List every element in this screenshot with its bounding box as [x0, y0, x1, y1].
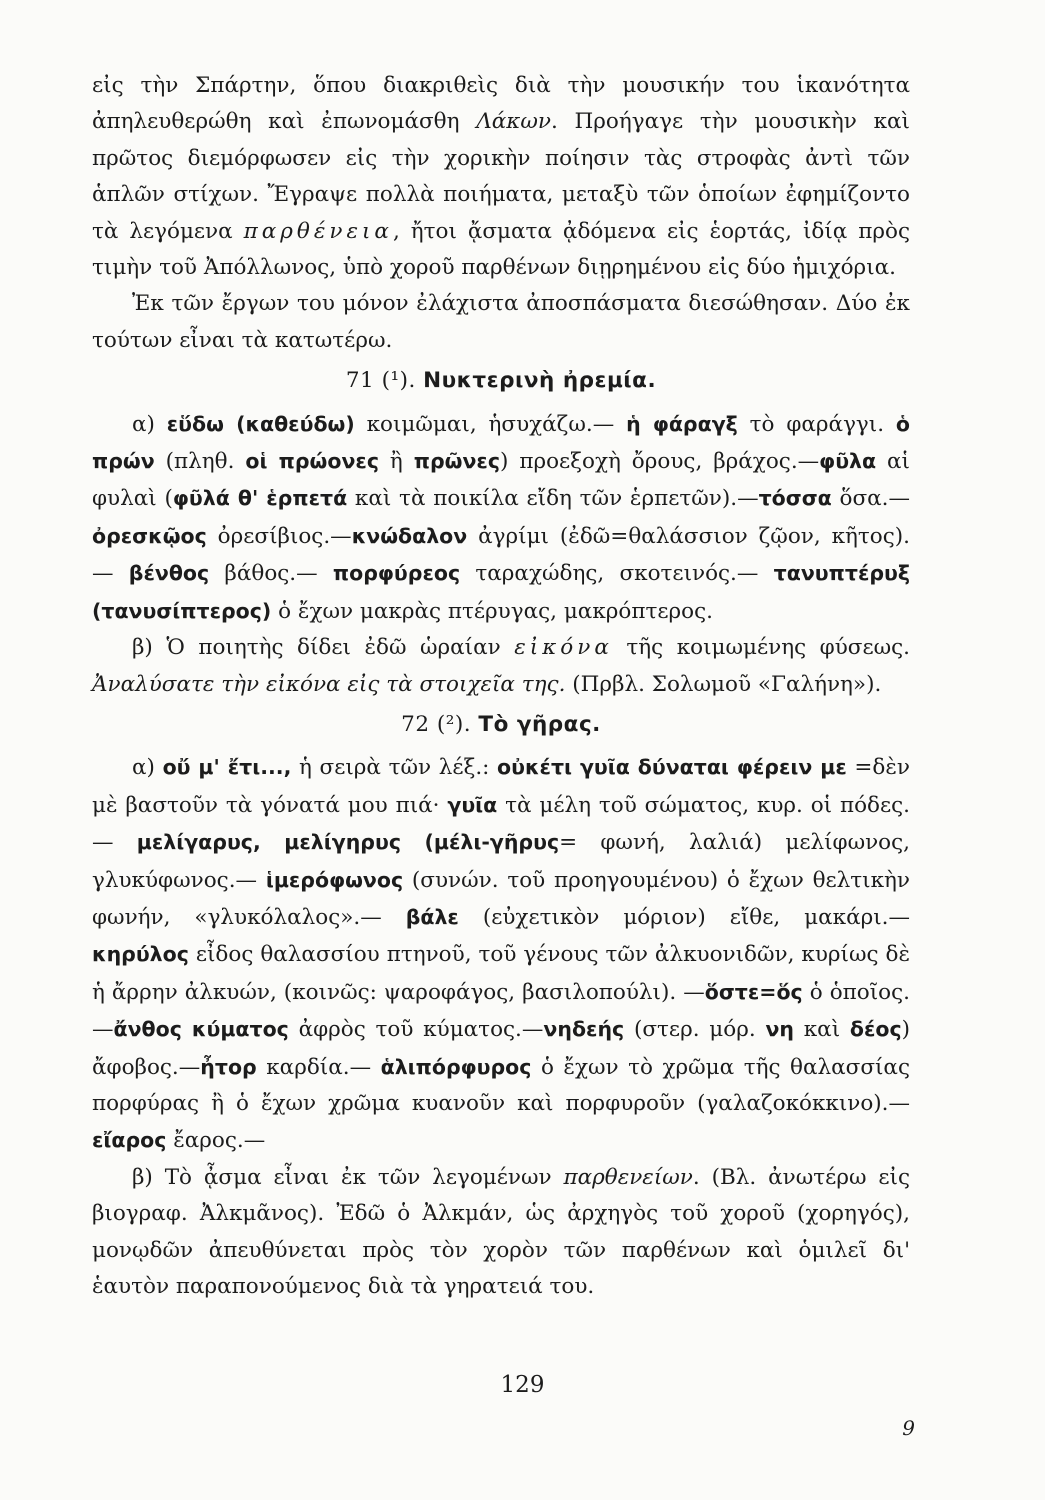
glossary-text: α) [132, 411, 167, 437]
section-title: Νυκτερινὴ ἠρεμία. [423, 368, 657, 394]
glossary-term: βένθος [128, 561, 210, 586]
paragraph-intro [92, 68, 910, 286]
glossary-text: (πληθ. [154, 449, 246, 475]
paragraph-fragments: Ἐκ τῶν ἔργων του μόνον ἐλάχιστα ἀποσπάσματα διεσώθησαν. Δύο ἐκ τούτων εἶναι τὰ κατωτέρω. [92, 291, 910, 353]
note-71-beta [92, 630, 910, 703]
glossary-term: ὅστε=ὅς [704, 979, 803, 1004]
spaced-word: εἰκόνα [514, 635, 613, 661]
glossary-term: ἡ φάραγξ [626, 411, 738, 436]
glossary-term: οἱ πρώονες [245, 449, 379, 474]
glossary-term: ὀρεσκῷος [92, 523, 207, 548]
glossary-text: ὁ ὁποῖος.— [92, 979, 910, 1043]
italic-word: Λάκων [476, 109, 551, 135]
page-body [92, 68, 910, 1305]
glossary-text: καὶ τὰ ποικίλα εἴδη τῶν ἑρπετῶν).— [347, 486, 759, 512]
glossary-text: (συνών. τοῦ προηγουμένου) ὁ ἔχων θελτικὴν φωνήν, «γλυκόλαλος».— [92, 867, 910, 930]
note-72-beta [92, 1160, 910, 1306]
glossary-text: ὀρεσίβιος.— [206, 523, 352, 549]
glossary-term: γυῖα [447, 792, 498, 817]
glossary-text: τὰ μέλη τοῦ σώματος, κυρ. οἱ πόδες.— [92, 792, 910, 856]
glossary-text: εἶδος θαλασσίου πτηνοῦ, τοῦ γένους τῶν ἀλκυονιδῶν, κυρίως δὲ ἡ ἄρρην ἀλκυών, (κοινῶς: ψαροφάγος, βασιλοπούλι). — [92, 942, 910, 1005]
glossary-term: φῦλα [819, 449, 877, 474]
glossary-term: πορφύρεος [332, 561, 461, 586]
glossary-term: τανυπτέρυξ (τανυσίπτερος) [92, 561, 910, 623]
glossary-text: = φωνή, λαλιά) μελίφωνος, γλυκύφωνος.— [92, 830, 910, 893]
text-run: εἰς τὴν Σπάρτην, ὅπου διακριθεὶς διὰ τὴν μουσικήν του ἱκανότητα ἀπηλευθερώθη καὶ ἐπωνομάσθη [92, 73, 910, 135]
glossary-text: ) ἄφοβος.— [92, 1017, 911, 1080]
glossary-term: εὕδω (καθεύδω) [166, 411, 355, 436]
glossary-text: ἀφρὸς τοῦ κύματος.— [288, 1017, 544, 1043]
text-run: . Προήγαγε τὴν μουσικὴν καὶ πρῶτος διεμόρφωσεν εἰς τὴν χορικὴν ποίησιν τὰς στροφὰς ἀντὶ τῶν ἁπλῶν στίχων. Ἔγραψε πολλὰ ποιήματα, μεταξὺ τῶν ὁποίων ἐφημίζοντο τὰ λεγόμενα [92, 109, 910, 244]
glossary-term: νηδεής [543, 1017, 625, 1042]
glossary-text: ταραχώδης, σκοτεινός.— [460, 561, 774, 587]
glossary-term: τόσσα [758, 486, 832, 511]
glossary-term: νη [765, 1017, 794, 1042]
glossary-text: κοιμῶμαι, ἡσυχάζω.— [354, 411, 627, 437]
glossary-text: τὸ φαράγγι. [737, 411, 896, 437]
glossary-text: καρδία.— [256, 1054, 381, 1080]
glossary-term: μελίγαρυς, μελίγηρυς (μέλι-γῆρυς [136, 830, 560, 855]
glossary-text: ) προεξοχὴ ὄρους, βράχος.— [500, 449, 820, 475]
section-heading-71 [92, 363, 910, 399]
italic-word: παρθενείων [563, 1164, 693, 1190]
glossary-text: (στερ. μόρ. [624, 1017, 766, 1043]
glossary-term: δέος [849, 1017, 902, 1042]
glossary-72 [92, 749, 910, 1159]
spaced-word: παρθένεια [243, 218, 393, 244]
glossary-text: (εὐχετικὸν μόριον) εἴθε, μακάρι.— [458, 904, 910, 930]
glossary-text: ἢ [379, 449, 414, 475]
glossary-term: ἦτορ [200, 1054, 257, 1079]
glossary-term: πρῶνες [413, 449, 500, 474]
glossary-text: ὅσα.— [831, 486, 910, 512]
glossary-term: ὁ πρών [92, 411, 910, 474]
glossary-term: ἱμερόφωνος [265, 867, 404, 892]
text-run: β) Ὁ ποιητὴς δίδει ἐδῶ ὡραίαν [132, 635, 515, 661]
section-number: 72 (²). [401, 711, 472, 737]
italic-sentence: Ἀναλύσατε τὴν εἰκόνα εἰς τὰ στοιχεῖα της. [92, 671, 566, 697]
text-run: τῆς κοιμωμένης φύσεως. [612, 635, 910, 661]
glossary-text: βάθος.— [209, 561, 333, 587]
glossary-text: αἱ φυλαὶ ( [92, 449, 910, 512]
section-number: 71 (¹). [345, 368, 416, 394]
glossary-text: ὁ ἔχων τὸ χρῶμα τῆς θαλασσίας πορφύρας ἢ ὁ ἔχων χρῶμα κυανοῦν καὶ πορφυροῦν (γαλαζοκόκκινο).— [92, 1054, 910, 1116]
glossary-term: βάλε [405, 904, 459, 929]
glossary-term: εἴαρος [92, 1128, 167, 1153]
glossary-term: φῦλά θ' ἑρπετά [172, 486, 348, 511]
glossary-term: κηρύλος [92, 942, 189, 967]
glossary-term: ἄνθος κύματος [113, 1017, 289, 1042]
section-title: Τὸ γῆρας. [478, 711, 601, 737]
glossary-71 [92, 406, 910, 630]
text-run: (Πρβλ. Σολωμοῦ «Γαλήνη»). [565, 671, 882, 697]
text-run: β) Τὸ ᾆσμα εἶναι ἐκ τῶν λεγομένων [132, 1164, 564, 1190]
text-run: . (Βλ. ἀνωτέρω εἰς βιογραφ. Ἀλκμᾶνος). Ἐδῶ ὁ Ἀλκμάν, ὡς ἀρχηγὸς τοῦ χοροῦ (χορηγός), μονῳδῶν ἀπευθύνεται πρὸς τὸν χορὸν τῶν παρθένων καὶ ὁμιλεῖ δι' ἑαυτὸν παραπονούμενος διὰ τὰ γηρατειά του. [92, 1164, 910, 1299]
section-heading-72 [92, 707, 910, 743]
glossary-text: ἡ σειρὰ τῶν λέξ.: [291, 755, 498, 781]
glossary-text: καὶ [794, 1017, 850, 1043]
text-run: , ἤτοι ᾄσματα ᾀδόμενα εἰς ἑορτάς, ἰδίᾳ πρὸς τιμὴν τοῦ Ἀπόλλωνος, ὑπὸ χοροῦ παρθένων διῃρημένου εἰς δύο ἡμιχόρια. [92, 218, 910, 281]
glossary-term: ἁλιπόρφυρος [380, 1054, 532, 1079]
glossary-text: α) [132, 755, 163, 781]
glossary-text: ἀγρίμι (ἐδῶ=θαλάσσιον ζῷον, κῆτος).— [92, 523, 910, 587]
glossary-text: ἔαρος.— [166, 1128, 266, 1154]
glossary-term: κνώδαλον [351, 523, 468, 548]
signature-mark: 9 [902, 1416, 915, 1440]
glossary-text: ὁ ἔχων μακρὰς πτέρυγας, μακρόπτερος. [271, 598, 713, 624]
page-number: 129 [500, 1372, 545, 1398]
glossary-term: οὔ μ' ἔτι..., [162, 755, 292, 780]
glossary-term: οὐκέτι γυῖα δύναται φέρειν με [497, 755, 847, 780]
glossary-text: =δὲν μὲ βαστοῦν τὰ γόνατά μου πιά· [92, 755, 910, 818]
